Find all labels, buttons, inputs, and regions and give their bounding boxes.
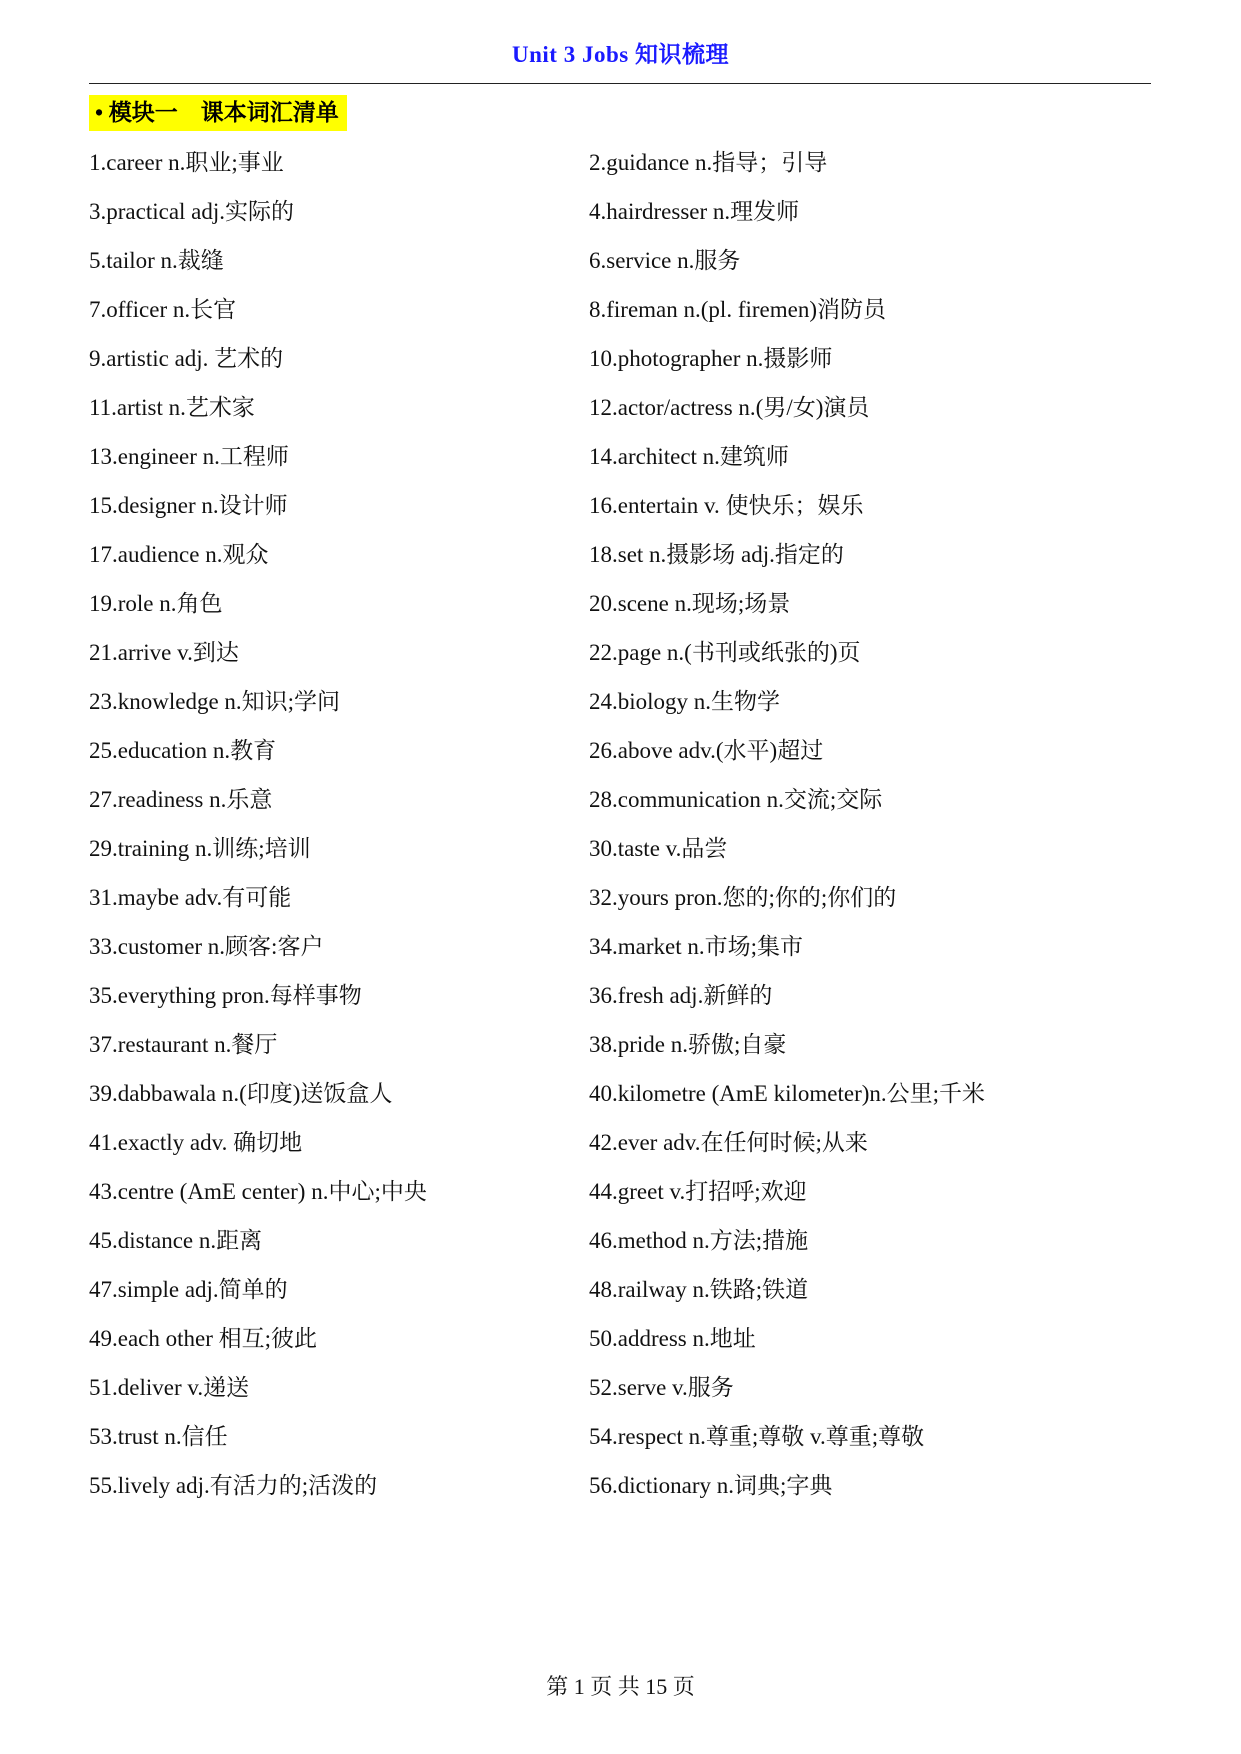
- vocab-item: 32.yours pron.您的;你的;你们的: [589, 885, 897, 910]
- vocab-item: 5.tailor n.裁缝: [89, 248, 224, 273]
- vocab-item: 24.biology n.生物学: [589, 689, 781, 714]
- vocab-item: 41.exactly adv. 确切地: [89, 1130, 303, 1155]
- vocab-item: 2.guidance n.指导；引导: [589, 150, 828, 175]
- vocab-item: 38.pride n.骄傲;自豪: [589, 1032, 787, 1057]
- vocabulary-list: [89, 138, 1151, 1510]
- vocab-item: 17.audience n.观众: [89, 542, 269, 567]
- vocab-item: 11.artist n.艺术家: [89, 395, 255, 420]
- vocab-item: 9.artistic adj. 艺术的: [89, 346, 284, 371]
- page-number-footer: 第 1 页 共 15 页: [546, 1674, 695, 1699]
- vocab-item: 50.address n.地址: [589, 1326, 756, 1351]
- vocab-item: 49.each other 相互;彼此: [89, 1326, 318, 1351]
- vocab-item: 25.education n.教育: [89, 738, 277, 763]
- vocab-item: 30.taste v.品尝: [589, 836, 728, 861]
- vocab-item: 26.above adv.(水平)超过: [589, 738, 824, 763]
- document-title: Unit 3 Jobs 知识梳理: [512, 42, 729, 67]
- vocab-item: 43.centre (AmE center) n.中心;中央: [89, 1179, 427, 1204]
- vocab-item: 12.actor/actress n.(男/女)演员: [589, 395, 870, 420]
- vocab-item: 14.architect n.建筑师: [589, 444, 789, 469]
- vocab-item: 27.readiness n.乐意: [89, 787, 273, 812]
- vocab-item: 46.method n.方法;措施: [589, 1228, 809, 1253]
- header-divider: [89, 83, 1151, 84]
- vocab-item: 34.market n.市场;集市: [589, 934, 803, 959]
- vocab-item: 48.railway n.铁路;铁道: [589, 1277, 809, 1302]
- vocab-item: 55.lively adj.有活力的;活泼的: [89, 1473, 378, 1498]
- section-heading: • 模块一 课本词汇清单: [89, 95, 347, 131]
- vocab-item: 39.dabbawala n.(印度)送饭盒人: [89, 1081, 393, 1106]
- vocab-item: 42.ever adv.在任何时候;从来: [589, 1130, 868, 1155]
- vocab-item: 19.role n.角色: [89, 591, 223, 616]
- vocab-item: 44.greet v.打招呼;欢迎: [589, 1179, 807, 1204]
- vocab-item: 15.designer n.设计师: [89, 493, 288, 518]
- vocab-item: 29.training n.训练;培训: [89, 836, 311, 861]
- vocab-item: 28.communication n.交流;交际: [589, 787, 883, 812]
- vocab-item: 37.restaurant n.餐厅: [89, 1032, 278, 1057]
- vocab-item: 21.arrive v.到达: [89, 640, 239, 665]
- vocab-item: 3.practical adj.实际的: [89, 199, 295, 224]
- vocab-item: 18.set n.摄影场 adj.指定的: [589, 542, 844, 567]
- vocab-item: 36.fresh adj.新鲜的: [589, 983, 773, 1008]
- vocab-item: 35.everything pron.每样事物: [89, 983, 362, 1008]
- vocab-item: 8.fireman n.(pl. firemen)消防员: [589, 297, 886, 322]
- vocab-item: 56.dictionary n.词典;字典: [589, 1473, 833, 1498]
- vocab-item: 40.kilometre (AmE kilometer)n.公里;千米: [589, 1081, 986, 1106]
- vocab-item: 54.respect n.尊重;尊敬 v.尊重;尊敬: [589, 1424, 925, 1449]
- vocab-item: 7.officer n.长官: [89, 297, 237, 322]
- vocab-item: 31.maybe adv.有可能: [89, 885, 292, 910]
- vocab-item: 10.photographer n.摄影师: [589, 346, 833, 371]
- vocab-item: 33.customer n.顾客:客户: [89, 934, 324, 959]
- vocab-item: 13.engineer n.工程师: [89, 444, 289, 469]
- vocab-item: 53.trust n.信任: [89, 1424, 228, 1449]
- vocab-item: 22.page n.(书刊或纸张的)页: [589, 640, 861, 665]
- vocab-item: 51.deliver v.递送: [89, 1375, 250, 1400]
- vocab-item: 20.scene n.现场;场景: [589, 591, 791, 616]
- vocab-item: 23.knowledge n.知识;学问: [89, 689, 341, 714]
- vocab-item: 52.serve v.服务: [589, 1375, 734, 1400]
- vocab-item: 4.hairdresser n.理发师: [589, 199, 800, 224]
- vocab-item: 6.service n.服务: [589, 248, 741, 273]
- vocab-item: 45.distance n.距离: [89, 1228, 263, 1253]
- vocab-item: 1.career n.职业;事业: [89, 150, 284, 175]
- vocab-item: 16.entertain v. 使快乐；娱乐: [589, 493, 864, 518]
- vocab-item: 47.simple adj.简单的: [89, 1277, 288, 1302]
